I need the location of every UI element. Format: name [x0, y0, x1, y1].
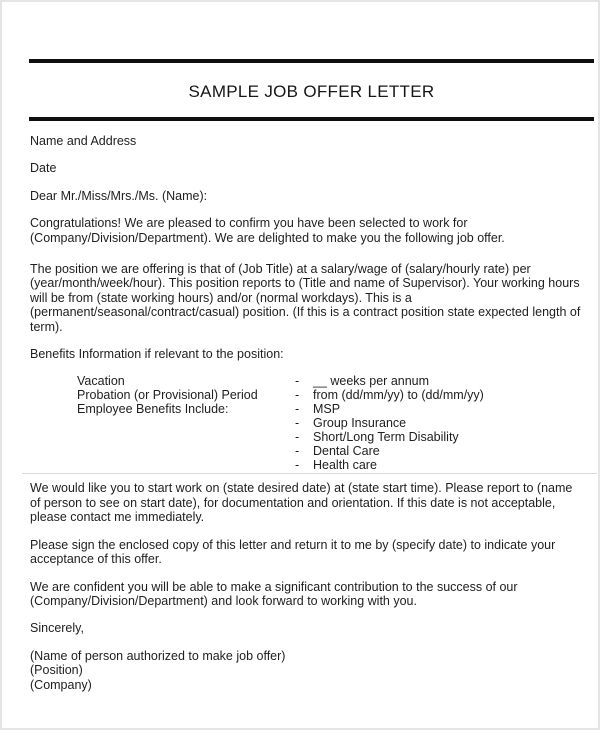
- benefit-value: __ weeks per annum: [313, 374, 430, 389]
- intro-paragraph-2: The position we are offering is that of (Job Title) at a salary/wage of (salary/hourly rate) per (year/month/week/hour). This position reports to (Title and name of Supervisor). Your working hours will be from (state working hours) and/or (normal workdays). This is a (permanent/seasonal/contract/casual) position. (If this is a contract position state expected length of term).: [30, 262, 581, 334]
- title-rule-top: [29, 59, 594, 63]
- benefit-label: Vacation: [77, 374, 125, 389]
- benefit-label: [77, 444, 295, 458]
- benefits-heading: Benefits Information if relevant to the position:: [30, 347, 284, 362]
- signature-name-line: (Name of person authorized to make job offer): [30, 648, 286, 663]
- signature-block: [30, 649, 586, 692]
- benefit-value: Health care: [313, 458, 377, 473]
- benefit-dash: -: [295, 374, 300, 389]
- benefit-dash: -: [295, 388, 300, 403]
- benefit-value: Group Insurance: [313, 416, 407, 431]
- intro-paragraph-1: Congratulations! We are pleased to confirm you have been selected to work for (Company/Division/Department). We are delighted to make you the following job offer.: [30, 216, 505, 245]
- benefit-row: [77, 444, 586, 458]
- benefit-dash: -: [295, 416, 300, 431]
- benefit-row: [77, 374, 586, 388]
- signature-position-line: (Position): [30, 663, 83, 678]
- signoff: Sincerely,: [30, 621, 84, 636]
- benefit-row: [77, 430, 586, 444]
- recipient-name-address: Name and Address: [30, 134, 137, 148]
- letter-body: [30, 134, 586, 692]
- benefit-dash: -: [295, 458, 300, 473]
- benefit-label: [77, 458, 295, 472]
- title-rule-bottom: [29, 117, 594, 121]
- benefit-dash: -: [295, 444, 300, 459]
- salutation: Dear Mr./Miss/Mrs./Ms. (Name):: [30, 188, 208, 203]
- closing-paragraph-2: Please sign the enclosed copy of this letter and return it to me by (specify date) to indicate your acceptance of this offer.: [30, 537, 556, 567]
- benefit-label: Probation (or Provisional) Period: [77, 388, 258, 403]
- benefit-row: [77, 416, 586, 430]
- section-divider: [22, 473, 597, 474]
- date-line: Date: [30, 161, 57, 176]
- benefit-label: [77, 416, 295, 430]
- closing-paragraph-1: We would like you to start work on (state desired date) at (state start time). Please report to (name of person to see on start date), for documentation and orientation. If this date is not acceptable, please contact me immediately.: [30, 481, 573, 525]
- benefits-table: [77, 374, 586, 472]
- benefit-label: Employee Benefits Include:: [77, 402, 229, 417]
- benefit-dash: -: [295, 402, 300, 417]
- letter-title: SAMPLE JOB OFFER LETTER: [188, 82, 435, 101]
- benefit-row: [77, 388, 586, 402]
- benefit-value: Short/Long Term Disability: [313, 430, 459, 445]
- benefit-value: MSP: [313, 402, 341, 417]
- benefit-row: [77, 458, 586, 472]
- benefit-dash: -: [295, 430, 300, 445]
- benefit-value: from (dd/mm/yy) to (dd/mm/yy): [313, 388, 484, 403]
- benefit-label: [77, 430, 295, 444]
- signature-company-line: (Company): [30, 677, 92, 692]
- benefit-row: [77, 402, 586, 416]
- closing-paragraph-3: We are confident you will be able to make a significant contribution to the success of our (Company/Division/Department) and look forward to working with you.: [30, 579, 518, 608]
- benefit-value: Dental Care: [313, 444, 380, 459]
